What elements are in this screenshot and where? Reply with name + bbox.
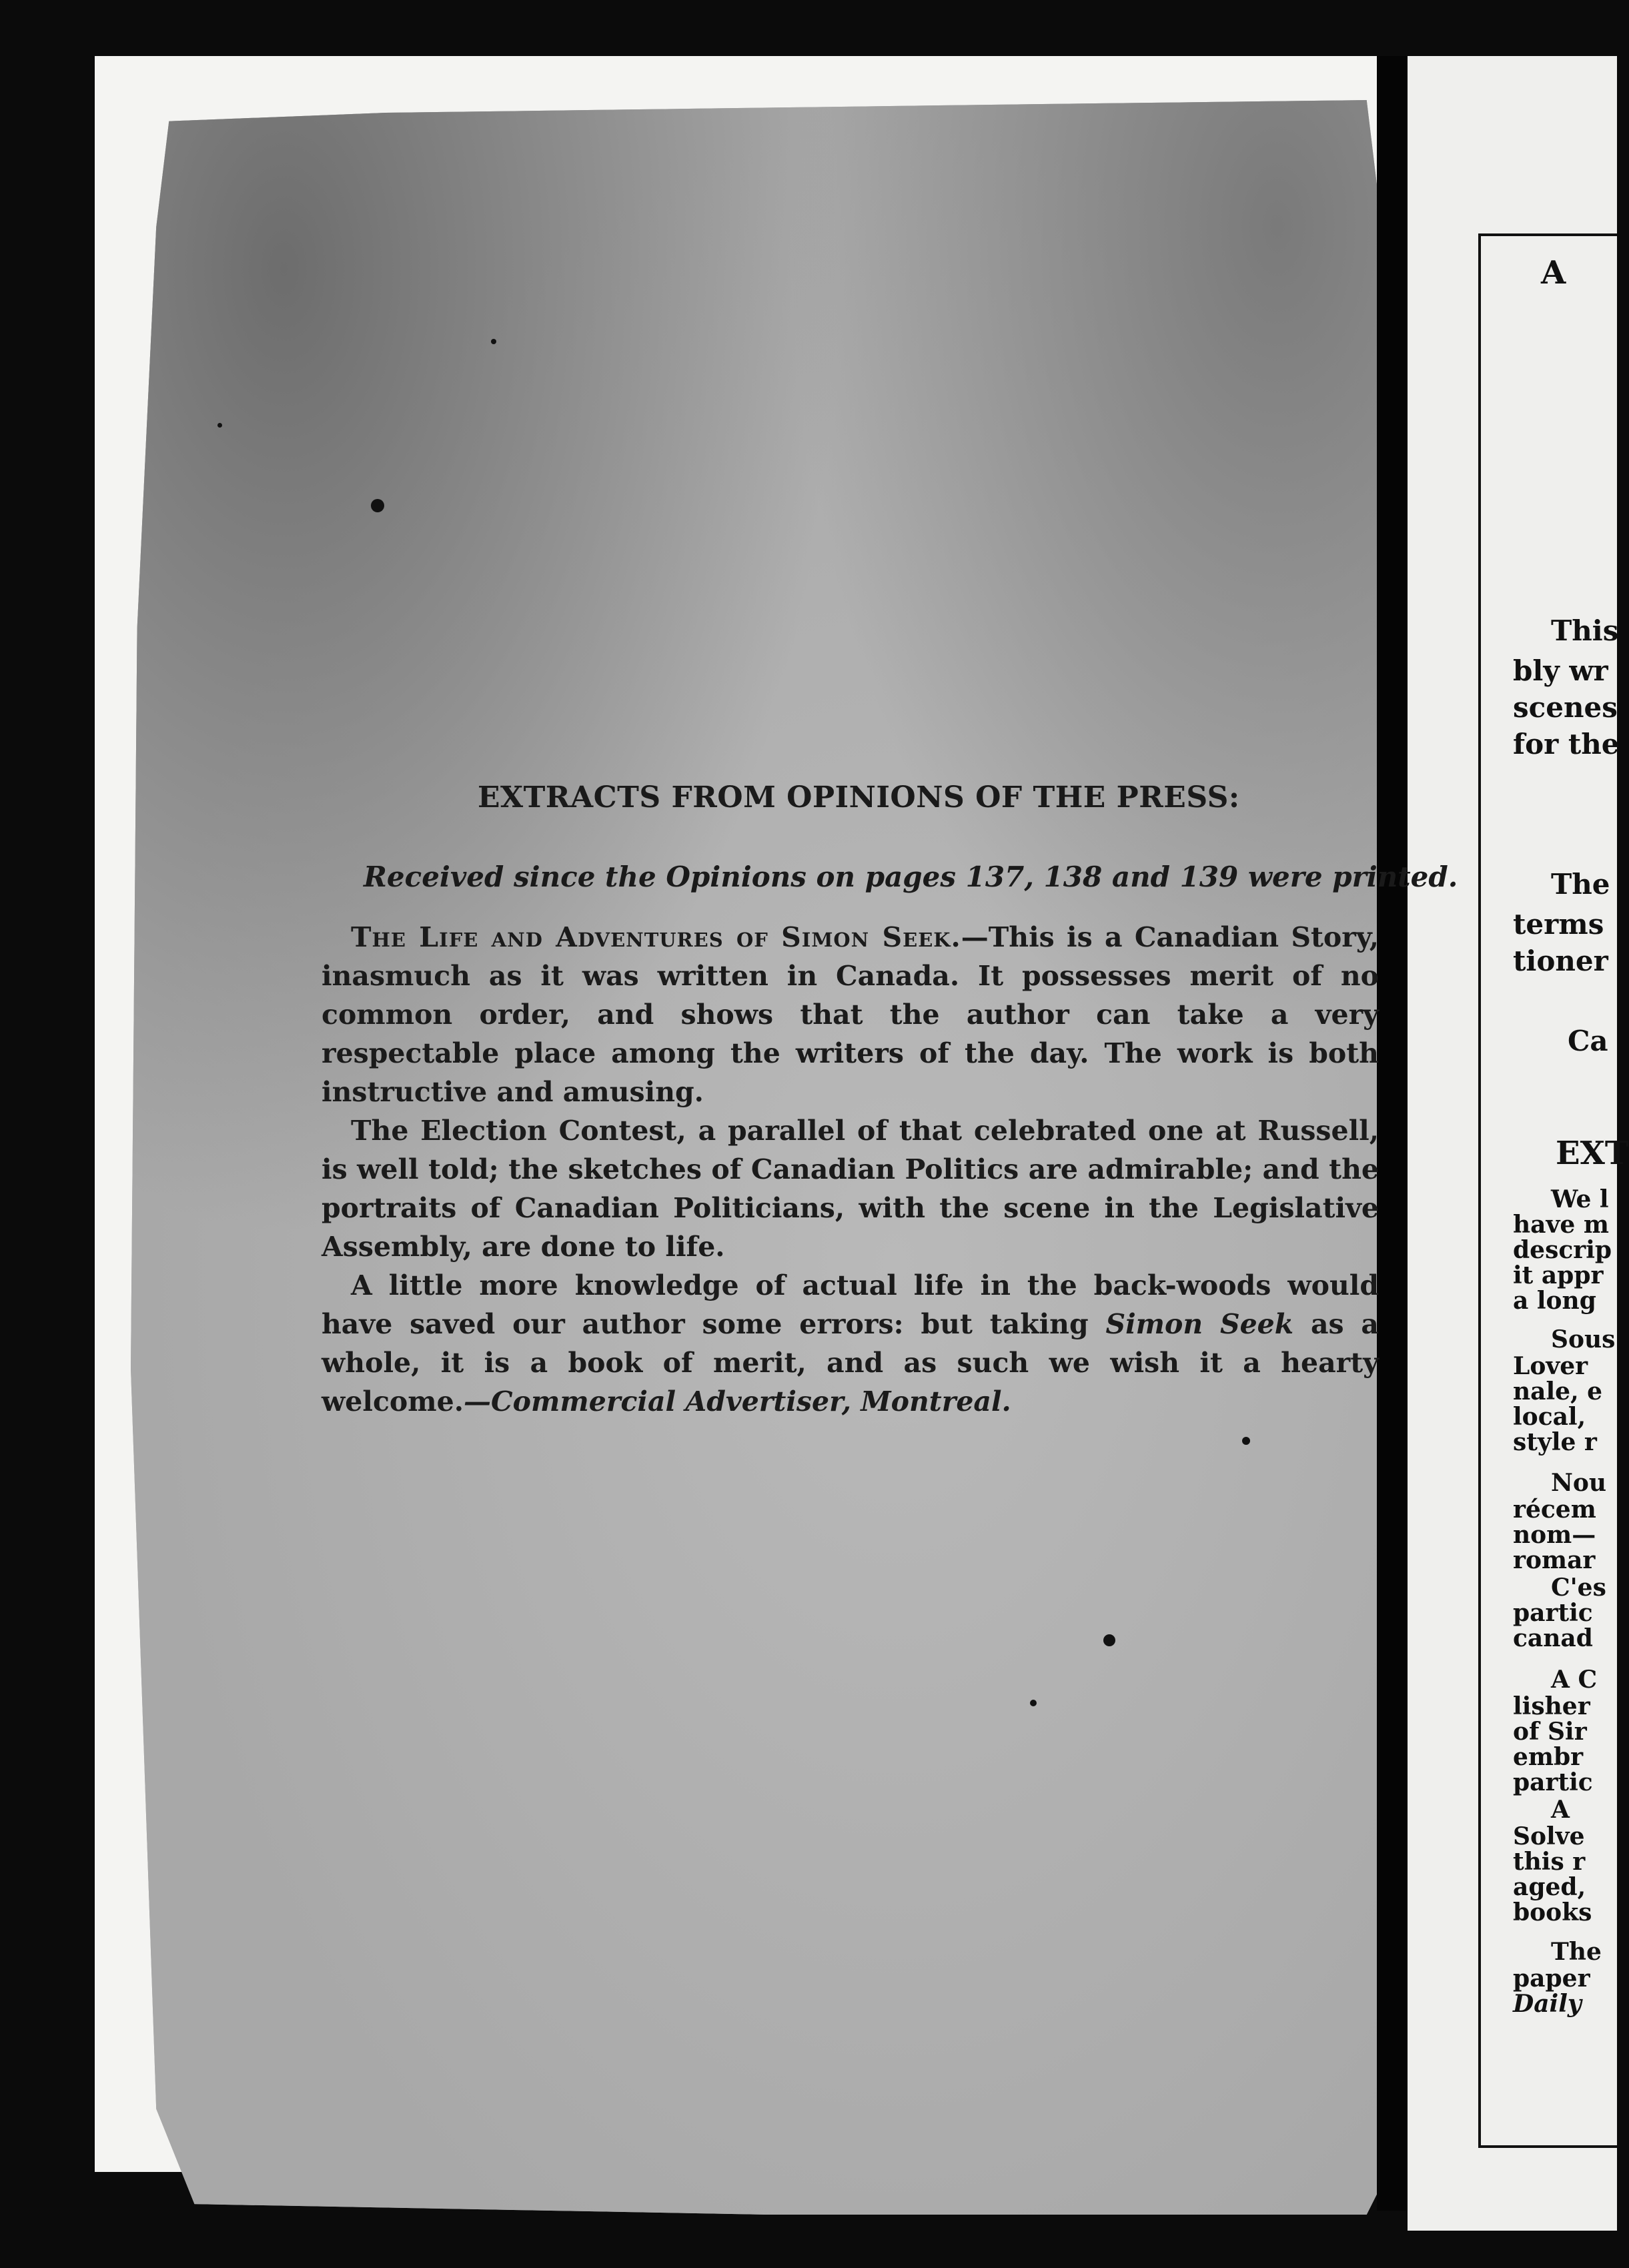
review-book-title: Simon Seek <box>1105 1308 1294 1340</box>
adjacent-page-line: a long <box>1513 1287 1596 1315</box>
section-subheading: Received since the Opinions on pages 137, 138 and 139 were printed. <box>364 861 1458 893</box>
adjacent-page-line: C'es <box>1551 1574 1606 1602</box>
adjacent-page-line: partic <box>1513 1768 1593 1796</box>
adjacent-page-line: this r <box>1513 1848 1586 1876</box>
adjacent-page-line: local, <box>1513 1403 1586 1431</box>
adjacent-page-line: descrip <box>1513 1236 1612 1264</box>
adjacent-page-line: Daily <box>1513 1990 1582 2018</box>
review-paragraph-3-a: A little more knowledge of actual life in the back-woods would have saved our author some errors: but taking <box>322 1269 1379 1340</box>
adjacent-page-line: partic <box>1513 1599 1593 1627</box>
adjacent-page-line: Lover <box>1513 1352 1588 1380</box>
ink-speck <box>371 499 384 512</box>
adjacent-page-line: A <box>1551 1796 1570 1824</box>
review-paragraph-3-b: as a whole, it is a book of merit, and as such we wish it a hearty welcome. <box>322 1308 1380 1418</box>
adjacent-page-line: Ca <box>1568 1025 1608 1057</box>
adjacent-page-line: books <box>1513 1898 1592 1926</box>
adjacent-page-line: Sous <box>1551 1325 1616 1353</box>
adjacent-page-line: Solve <box>1513 1822 1585 1850</box>
ink-speck <box>1242 1437 1250 1445</box>
adjacent-page-line: for the <box>1513 728 1620 760</box>
adjacent-page-line: The <box>1551 1938 1602 1966</box>
adjacent-page-line: bly wr <box>1513 654 1608 687</box>
review-paragraph-1-text: —This is a Canadian Story, inasmuch as it was written in Canada. It possesses merit of no common order, and shows that the author can take a very respectable place among the writers of the day. The work is both instructive and amusing. <box>322 921 1380 1108</box>
adjacent-page-line: This <box>1551 614 1619 647</box>
ink-speck <box>1103 1634 1115 1646</box>
adjacent-page-line: nale, e <box>1513 1377 1603 1405</box>
adjacent-page-line: embr <box>1513 1743 1584 1771</box>
adjacent-page-line: romar <box>1513 1546 1596 1574</box>
review-title: The Life and Adventures of Simon Seek. <box>351 921 961 953</box>
adjacent-page-line: canad <box>1513 1624 1593 1652</box>
adjacent-page-line: We l <box>1551 1185 1609 1213</box>
adjacent-page-line: EXT <box>1556 1135 1629 1172</box>
adjacent-page-line: A C <box>1551 1666 1598 1694</box>
ink-speck <box>217 423 222 428</box>
adjacent-page-line: lisher <box>1513 1692 1590 1720</box>
review-source: —Commercial Advertiser, Montreal. <box>464 1385 1011 1418</box>
adjacent-page-line: nom— <box>1513 1521 1596 1549</box>
adjacent-page-line: it appr <box>1513 1261 1604 1289</box>
adjacent-page-line: Nou <box>1551 1469 1607 1497</box>
ink-speck <box>1030 1700 1037 1706</box>
adjacent-page-line: aged, <box>1513 1873 1586 1901</box>
adjacent-page-line: scenes <box>1513 691 1618 724</box>
review-paragraph-2: The Election Contest, a parallel of that celebrated one at Russell, is well told; the sketches of Canadian Politics are admirable; and the portraits of Canadian Politicians, with the scene in the Legislative Assembly, are done to life. <box>322 1115 1379 1263</box>
adjacent-page-line: have m <box>1513 1211 1609 1239</box>
adjacent-page-line: A <box>1541 254 1566 292</box>
adjacent-page-line: terms <box>1513 908 1604 941</box>
adjacent-page-line: of Sir <box>1513 1718 1587 1746</box>
review-text <box>322 918 1379 1421</box>
adjacent-page-line: récem <box>1513 1496 1596 1524</box>
ink-speck <box>491 339 496 344</box>
adjacent-page-line: The <box>1551 868 1610 901</box>
adjacent-page-line: style r <box>1513 1428 1597 1456</box>
review-paragraph-1 <box>322 918 1379 1111</box>
adjacent-page-line: paper <box>1513 1964 1590 1993</box>
adjacent-page-line: tioner <box>1513 945 1608 977</box>
review-paragraph-3 <box>322 1266 1379 1421</box>
